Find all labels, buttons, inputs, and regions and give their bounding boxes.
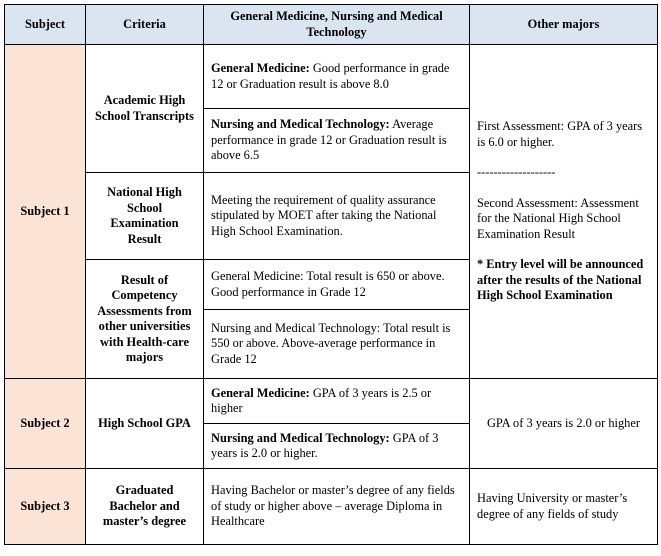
s1-c2-text: Meeting the requirement of quality assurance stipulated by MOET after taking the National High School Examination.: [204, 173, 470, 260]
divider-text: -------------------: [477, 165, 556, 180]
first-assessment: First Assessment: GPA of 3 years is 6.0 or higher.: [477, 119, 643, 149]
table-row: [5, 469, 658, 545]
subject-2-cell: Subject 2: [5, 379, 86, 469]
text: Good performance in grade 12 or Graduation result is above 8.0: [211, 61, 450, 91]
second-assessment: Second Assessment: Assessment for the National High School Examination Result: [477, 195, 639, 241]
s2-nursing-medtech: [204, 424, 470, 469]
label-bold: Nursing and Medical Technology:: [211, 430, 390, 445]
text: GPA of 3 years is 2.5 or higher: [211, 385, 432, 415]
criteria-national-exam: National High School Examination Result: [86, 173, 204, 260]
label-bold: General Medicine:: [211, 385, 310, 400]
entry-level-note: * Entry level will be announced after the results of the National High School Examination: [477, 257, 644, 303]
s1-c1-nursing-medtech: [204, 109, 470, 173]
s1-other-majors: [470, 45, 658, 379]
label-bold: Nursing and Medical Technology:: [211, 117, 390, 132]
s1-c1-general-medicine: [204, 45, 470, 109]
header-gm-nursing-medtech: General Medicine, Nursing and Medical Technology: [204, 5, 470, 45]
s3-gm-text: Having Bachelor or master’s degree of any fields of study or higher above – average Diploma in Healthcare: [204, 469, 470, 545]
s2-general-medicine: [204, 379, 470, 424]
s1-c3-general-medicine: General Medicine: Total result is 650 or above. Good performance in Grade 12: [204, 260, 470, 310]
subject-3-cell: Subject 3: [5, 469, 86, 545]
header-row: [5, 5, 658, 45]
s1-c3-nursing-medtech: Nursing and Medical Technology: Total result is 550 or above. Above-average performance in Grade 12: [204, 310, 470, 379]
criteria-competency-assessments: Result of Competency Assessments from other universities with Health-care majors: [86, 260, 204, 379]
s2-other-majors: GPA of 3 years is 2.0 or higher: [470, 379, 658, 469]
admission-criteria-table: [4, 4, 658, 545]
table-row: [5, 45, 658, 109]
criteria-graduated-degree: Graduated Bachelor and master’s degree: [86, 469, 204, 545]
criteria-high-school-gpa: High School GPA: [86, 379, 204, 469]
text: GPA of 3 years is 2.0 or higher.: [211, 430, 439, 460]
header-other-majors: Other majors: [470, 5, 658, 45]
table-row: [5, 379, 658, 424]
header-criteria: Criteria: [86, 5, 204, 45]
text: Average performance in grade 12 or Graduation result is above 6.5: [211, 117, 447, 163]
criteria-academic-transcripts: Academic High School Transcripts: [86, 45, 204, 173]
subject-1-cell: Subject 1: [5, 45, 86, 379]
s3-other-majors: Having University or master’s degree of any fields of study: [470, 469, 658, 545]
label-bold: General Medicine:: [211, 61, 310, 75]
header-subject: Subject: [5, 5, 86, 45]
